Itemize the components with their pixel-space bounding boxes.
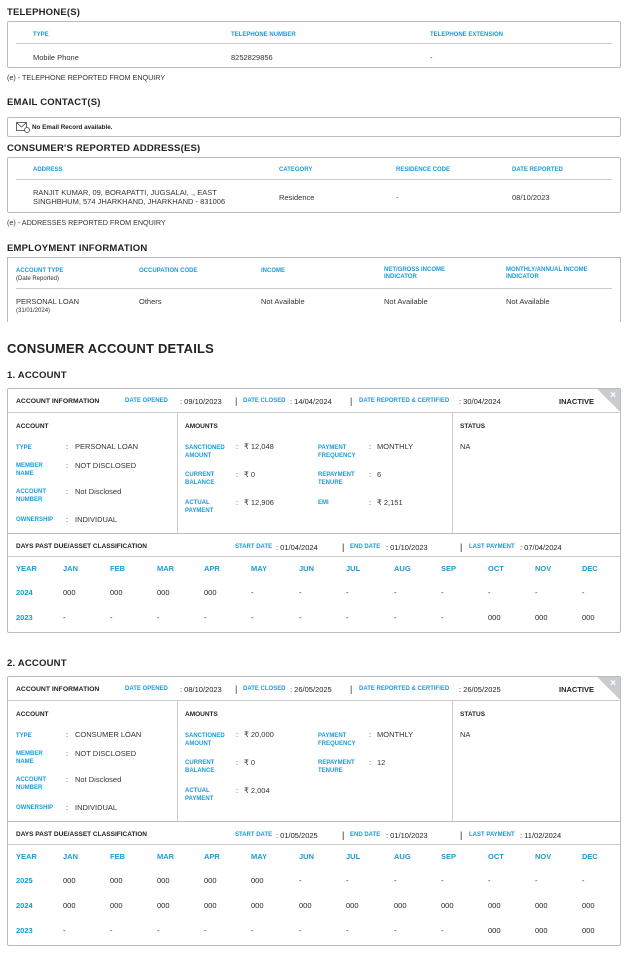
employment-header-occupation: OCCUPATION CODE	[139, 268, 198, 274]
dpd-cell-2023-mar: -	[157, 926, 160, 935]
dpd-cell-2024-jul: 000	[346, 901, 359, 910]
dpd-cell-2023-jul: -	[346, 613, 349, 622]
separator: |	[460, 830, 463, 840]
dpd-cell-2024-may: 000	[251, 901, 264, 910]
member-name-label: MEMBER NAME	[16, 751, 43, 765]
separator: |	[342, 830, 345, 840]
dpd-cell-2023-aug: -	[394, 926, 397, 935]
account-2-sanctioned: ₹ 20,000	[244, 730, 274, 739]
current-balance-label: CURRENT BALANCE	[185, 760, 215, 774]
dpd-cell-2024-jan: 000	[63, 901, 76, 910]
month-header-aug: AUG	[394, 564, 411, 573]
dpd-cell-2023-jun: -	[299, 926, 302, 935]
email-empty-text: No Email Record available.	[32, 124, 113, 131]
dpd-cell-2024-aug: -	[394, 588, 397, 597]
month-header-jan: JAN	[63, 852, 79, 861]
account-2-end-date: : 01/10/2023	[386, 831, 428, 840]
account-2-ownership: INDIVIDUAL	[75, 803, 118, 812]
separator: |	[350, 684, 353, 694]
colon: :	[66, 515, 69, 524]
colon: :	[369, 470, 372, 479]
dpd-cell-2024-apr: 000	[204, 901, 217, 910]
dpd-cell-2025-jun: -	[299, 876, 302, 885]
month-header-dec: DEC	[582, 852, 598, 861]
telephone-number: 8252829856	[231, 53, 273, 62]
dpd-cell-2023-sep: -	[441, 613, 444, 622]
dpd-cell-2024-jul: -	[346, 588, 349, 597]
month-header-feb: FEB	[110, 564, 125, 573]
account-2-date-opened: : 08/10/2023	[180, 685, 222, 694]
month-header-may: MAY	[251, 852, 267, 861]
dpd-cell-2023-mar: -	[157, 613, 160, 622]
dpd-cell-2023-may: -	[251, 926, 254, 935]
account-2-start-date: : 01/05/2025	[276, 831, 318, 840]
dpd-cell-2023-feb: -	[110, 613, 113, 622]
address-table	[7, 157, 621, 213]
month-header-jul: JUL	[346, 564, 361, 573]
colon: :	[236, 730, 239, 739]
dpd-cell-2023-jan: -	[63, 613, 66, 622]
dpd-cell-2024-jan: 000	[63, 588, 76, 597]
address-residence-code: -	[396, 193, 399, 202]
dpd-cell-2024-jun: 000	[299, 901, 312, 910]
dpd-cell-2025-feb: 000	[110, 876, 123, 885]
dpd-cell-2024-nov: -	[535, 588, 538, 597]
month-header-jul: JUL	[346, 852, 361, 861]
actual-payment-label: ACTUAL PAYMENT	[185, 788, 214, 802]
account-1-last-payment: : 07/04/2024	[520, 543, 562, 552]
telephone-note: (e) - TELEPHONE REPORTED FROM ENQUIRY	[7, 73, 166, 82]
telephone-header-extension: TELEPHONE EXTENSION	[430, 32, 504, 38]
dpd-cell-2023-sep: -	[441, 926, 444, 935]
date-opened-label: DATE OPENED	[125, 398, 168, 404]
telephone-title: TELEPHONE(S)	[7, 7, 81, 18]
account-2-type: CONSUMER LOAN	[75, 730, 142, 739]
account-1-account-number: Not Disclosed	[75, 487, 122, 496]
colon: :	[66, 442, 69, 451]
date-closed-label: DATE CLOSED	[243, 398, 286, 404]
date-opened-label: DATE OPENED	[125, 686, 168, 692]
address-header-date-reported: DATE REPORTED	[512, 167, 563, 173]
date-closed-label: DATE CLOSED	[243, 686, 286, 692]
address-header-address: ADDRESS	[33, 167, 63, 173]
consumer-account-details-title: CONSUMER ACCOUNT DETAILS	[7, 341, 215, 356]
repayment-tenure-label: REPAYMENT TENURE	[318, 760, 355, 774]
dpd-cell-2023-dec: 000	[582, 926, 595, 935]
account-1-ownership: INDIVIDUAL	[75, 515, 118, 524]
dpd-cell-2024-dec: 000	[582, 901, 595, 910]
emi-label: EMI	[318, 500, 329, 506]
separator: |	[235, 396, 238, 406]
dpd-cell-2024-feb: 000	[110, 588, 123, 597]
account-2-account-number: Not Disclosed	[75, 775, 122, 784]
account-1-date-opened: : 09/10/2023	[180, 397, 222, 406]
telephone-table	[7, 21, 621, 68]
address-note: (e) - ADDRESSES REPORTED FROM ENQUIRY	[7, 218, 166, 227]
dpd-cell-2023-apr: -	[204, 613, 207, 622]
current-balance-label: CURRENT BALANCE	[185, 472, 215, 486]
year-header: YEAR	[16, 564, 37, 573]
account-2-heading: 2. ACCOUNT	[7, 658, 67, 669]
dpd-cell-2024-sep: -	[441, 588, 444, 597]
account-2-date-reported: : 26/05/2025	[459, 685, 501, 694]
colon: :	[369, 442, 372, 451]
colon: :	[66, 749, 69, 758]
date-reported-label: DATE REPORTED & CERTIFIED	[359, 398, 450, 404]
dpd-cell-2023-jul: -	[346, 926, 349, 935]
type-label: TYPE	[16, 733, 32, 739]
dpd-year-2023: 2023	[16, 613, 33, 622]
month-header-jun: JUN	[299, 852, 315, 861]
separator: |	[460, 542, 463, 552]
dpd-cell-2023-oct: 000	[488, 613, 501, 622]
month-header-jan: JAN	[63, 564, 79, 573]
dpd-cell-2024-apr: 000	[204, 588, 217, 597]
dpd-cell-2025-mar: 000	[157, 876, 170, 885]
colon: :	[66, 775, 69, 784]
dpd-cell-2025-apr: 000	[204, 876, 217, 885]
account-1-payment-frequency: MONTHLY	[377, 442, 414, 451]
dpd-cell-2025-jan: 000	[63, 876, 76, 885]
employment-header-account-type: ACCOUNT TYPE (Date Reported)	[16, 268, 64, 282]
close-icon: ×	[610, 390, 616, 401]
month-header-nov: NOV	[535, 852, 552, 861]
account-2-repayment-tenure: 12	[377, 758, 386, 767]
address-header-residence-code: RESIDENCE CODE	[396, 167, 451, 173]
dpd-year-2024: 2024	[16, 901, 33, 910]
dpd-cell-2023-aug: -	[394, 613, 397, 622]
start-date-label: START DATE	[235, 832, 273, 838]
account-2-close-button[interactable]	[596, 677, 620, 699]
dpd-year-2025: 2025	[16, 876, 33, 885]
account-1-status: NA	[460, 442, 471, 451]
account-1-sanctioned: ₹ 12,048	[244, 442, 274, 451]
month-header-sep: SEP	[441, 852, 457, 861]
end-date-label: END DATE	[350, 832, 381, 838]
account-2-card	[7, 676, 621, 946]
account-2-status-badge: INACTIVE	[559, 685, 595, 694]
dpd-cell-2025-sep: -	[441, 876, 444, 885]
colon: :	[236, 758, 239, 767]
account-1-start-date: : 01/04/2024	[276, 543, 318, 552]
ownership-label: OWNERSHIP	[16, 805, 54, 811]
dpd-cell-2023-feb: -	[110, 926, 113, 935]
last-payment-label: LAST PAYMENT	[469, 832, 515, 838]
account-2-info-header	[8, 677, 620, 701]
account-1-date-reported: : 30/04/2024	[459, 397, 501, 406]
employment-title: EMPLOYMENT INFORMATION	[7, 243, 148, 254]
telephone-extension: -	[430, 53, 433, 62]
account-2-last-payment: : 11/02/2024	[520, 831, 562, 840]
address-line-1: RANJIT KUMAR, 09, BORAPATTI, JUGSALAI, ., EAST	[33, 188, 217, 197]
dpd-cell-2023-apr: -	[204, 926, 207, 935]
account-information-label: ACCOUNT INFORMATION	[16, 398, 100, 405]
type-label: TYPE	[16, 445, 32, 451]
month-header-feb: FEB	[110, 852, 125, 861]
month-header-apr: APR	[204, 564, 220, 573]
account-2-date-closed: : 26/05/2025	[290, 685, 332, 694]
dpd-cell-2025-dec: -	[582, 876, 585, 885]
status-label: STATUS	[460, 423, 486, 430]
month-header-nov: NOV	[535, 564, 552, 573]
month-header-jun: JUN	[299, 564, 315, 573]
amounts-label: AMOUNTS	[185, 423, 218, 430]
separator: |	[342, 542, 345, 552]
dpd-cell-2023-nov: 000	[535, 613, 548, 622]
dpd-cell-2023-nov: 000	[535, 926, 548, 935]
employment-date: (31/01/2024)	[16, 308, 51, 314]
colon: :	[66, 487, 69, 496]
account-number-label: ACCOUNT NUMBER	[16, 489, 46, 503]
dpd-cell-2025-oct: -	[488, 876, 491, 885]
account-2-payment-frequency: MONTHLY	[377, 730, 414, 739]
dpd-cell-2023-jun: -	[299, 613, 302, 622]
dpd-cell-2024-mar: 000	[157, 588, 170, 597]
dpd-cell-2024-mar: 000	[157, 901, 170, 910]
colon: :	[236, 470, 239, 479]
dpd-cell-2024-sep: 000	[441, 901, 454, 910]
account-2-dpd-grid	[8, 844, 622, 947]
month-header-dec: DEC	[582, 564, 598, 573]
dpd-label: DAYS PAST DUE/ASSET CLASSIFICATION	[16, 543, 147, 550]
account-1-card	[7, 388, 621, 633]
dpd-cell-2025-nov: -	[535, 876, 538, 885]
employment-net-gross: Not Available	[384, 297, 428, 306]
month-header-sep: SEP	[441, 564, 457, 573]
separator: |	[235, 684, 238, 694]
address-date-reported: 08/10/2023	[512, 193, 550, 202]
month-header-oct: OCT	[488, 852, 504, 861]
address-header-category: CATEGORY	[279, 167, 313, 173]
account-information-label: ACCOUNT INFORMATION	[16, 686, 100, 693]
account-1-actual-payment: ₹ 12,906	[244, 498, 274, 507]
separator: |	[350, 396, 353, 406]
employment-income: Not Available	[261, 297, 305, 306]
sanctioned-amount-label: SANCTIONED AMOUNT	[185, 445, 225, 459]
mail-icon	[16, 122, 30, 133]
month-header-mar: MAR	[157, 564, 175, 573]
month-header-may: MAY	[251, 564, 267, 573]
close-icon: ×	[610, 678, 616, 689]
status-label: STATUS	[460, 711, 486, 718]
account-1-repayment-tenure: 6	[377, 470, 382, 479]
telephone-type: Mobile Phone	[33, 53, 79, 62]
dpd-cell-2024-aug: 000	[394, 901, 407, 910]
month-header-mar: MAR	[157, 852, 175, 861]
dpd-cell-2024-may: -	[251, 588, 254, 597]
employment-header-net-gross: NET/GROSS INCOME INDICATOR	[384, 267, 446, 280]
account-2-current-balance: ₹ 0	[244, 758, 256, 767]
account-1-end-date: : 01/10/2023	[386, 543, 428, 552]
dpd-cell-2024-nov: 000	[535, 901, 548, 910]
ownership-label: OWNERSHIP	[16, 517, 54, 523]
account-2-actual-payment: ₹ 2,004	[244, 786, 270, 795]
dpd-cell-2023-dec: 000	[582, 613, 595, 622]
account-1-heading: 1. ACCOUNT	[7, 370, 67, 381]
email-box	[7, 117, 621, 137]
colon: :	[236, 786, 239, 795]
account-1-date-closed: : 14/04/2024	[290, 397, 332, 406]
dpd-cell-2025-aug: -	[394, 876, 397, 885]
colon: :	[369, 498, 372, 507]
dpd-cell-2024-feb: 000	[110, 901, 123, 910]
end-date-label: END DATE	[350, 544, 381, 550]
member-name-label: MEMBER NAME	[16, 463, 43, 477]
month-header-apr: APR	[204, 852, 220, 861]
email-title: EMAIL CONTACT(S)	[7, 97, 101, 108]
account-number-label: ACCOUNT NUMBER	[16, 777, 46, 791]
account-label: ACCOUNT	[16, 711, 49, 718]
employment-header-income: INCOME	[261, 268, 285, 274]
telephone-header-number: TELEPHONE NUMBER	[231, 32, 296, 38]
repayment-tenure-label: REPAYMENT TENURE	[318, 472, 355, 486]
dpd-cell-2025-may: 000	[251, 876, 264, 885]
colon: :	[236, 498, 239, 507]
address-category: Residence	[279, 193, 315, 202]
dpd-cell-2023-may: -	[251, 613, 254, 622]
account-1-type: PERSONAL LOAN	[75, 442, 139, 451]
dpd-cell-2023-jan: -	[63, 926, 66, 935]
last-payment-label: LAST PAYMENT	[469, 544, 515, 550]
month-header-oct: OCT	[488, 564, 504, 573]
dpd-cell-2023-oct: 000	[488, 926, 501, 935]
account-1-info-header	[8, 389, 620, 413]
year-header: YEAR	[16, 852, 37, 861]
month-header-aug: AUG	[394, 852, 411, 861]
telephone-header-type: TYPE	[33, 32, 49, 38]
dpd-label: DAYS PAST DUE/ASSET CLASSIFICATION	[16, 831, 147, 838]
colon: :	[66, 461, 69, 470]
payment-frequency-label: PAYMENT FREQUENCY	[318, 445, 356, 459]
date-reported-label: DATE REPORTED & CERTIFIED	[359, 686, 450, 692]
payment-frequency-label: PAYMENT FREQUENCY	[318, 733, 356, 747]
employment-occupation: Others	[139, 297, 162, 306]
colon: :	[236, 442, 239, 451]
dpd-year-2024: 2024	[16, 588, 33, 597]
account-1-status-badge: INACTIVE	[559, 397, 595, 406]
sanctioned-amount-label: SANCTIONED AMOUNT	[185, 733, 225, 747]
dpd-cell-2024-oct: 000	[488, 901, 501, 910]
dpd-year-2023: 2023	[16, 926, 33, 935]
account-1-member-name: NOT DISCLOSED	[75, 461, 137, 470]
employment-monthly: Not Available	[506, 297, 550, 306]
address-title: CONSUMER'S REPORTED ADDRESS(ES)	[7, 143, 201, 154]
account-1-emi: ₹ 2,151	[377, 498, 403, 507]
dpd-cell-2024-oct: -	[488, 588, 491, 597]
dpd-cell-2024-dec: -	[582, 588, 585, 597]
account-1-dpd-grid	[8, 556, 622, 634]
amounts-label: AMOUNTS	[185, 711, 218, 718]
employment-header-monthly: MONTHLY/ANNUAL INCOME INDICATOR	[506, 267, 588, 280]
dpd-cell-2024-jun: -	[299, 588, 302, 597]
address-line-2: SINGHBHUM, 574 JHARKHAND, JHARKHAND - 831006	[33, 197, 226, 206]
account-2-status: NA	[460, 730, 471, 739]
start-date-label: START DATE	[235, 544, 273, 550]
actual-payment-label: ACTUAL PAYMENT	[185, 500, 214, 514]
account-2-member-name: NOT DISCLOSED	[75, 749, 137, 758]
account-1-current-balance: ₹ 0	[244, 470, 256, 479]
account-1-close-button[interactable]	[596, 389, 620, 411]
colon: :	[369, 758, 372, 767]
colon: :	[66, 730, 69, 739]
employment-table	[7, 257, 621, 322]
colon: :	[369, 730, 372, 739]
account-label: ACCOUNT	[16, 423, 49, 430]
dpd-cell-2025-jul: -	[346, 876, 349, 885]
colon: :	[66, 803, 69, 812]
employment-account-type: PERSONAL LOAN	[16, 297, 80, 306]
